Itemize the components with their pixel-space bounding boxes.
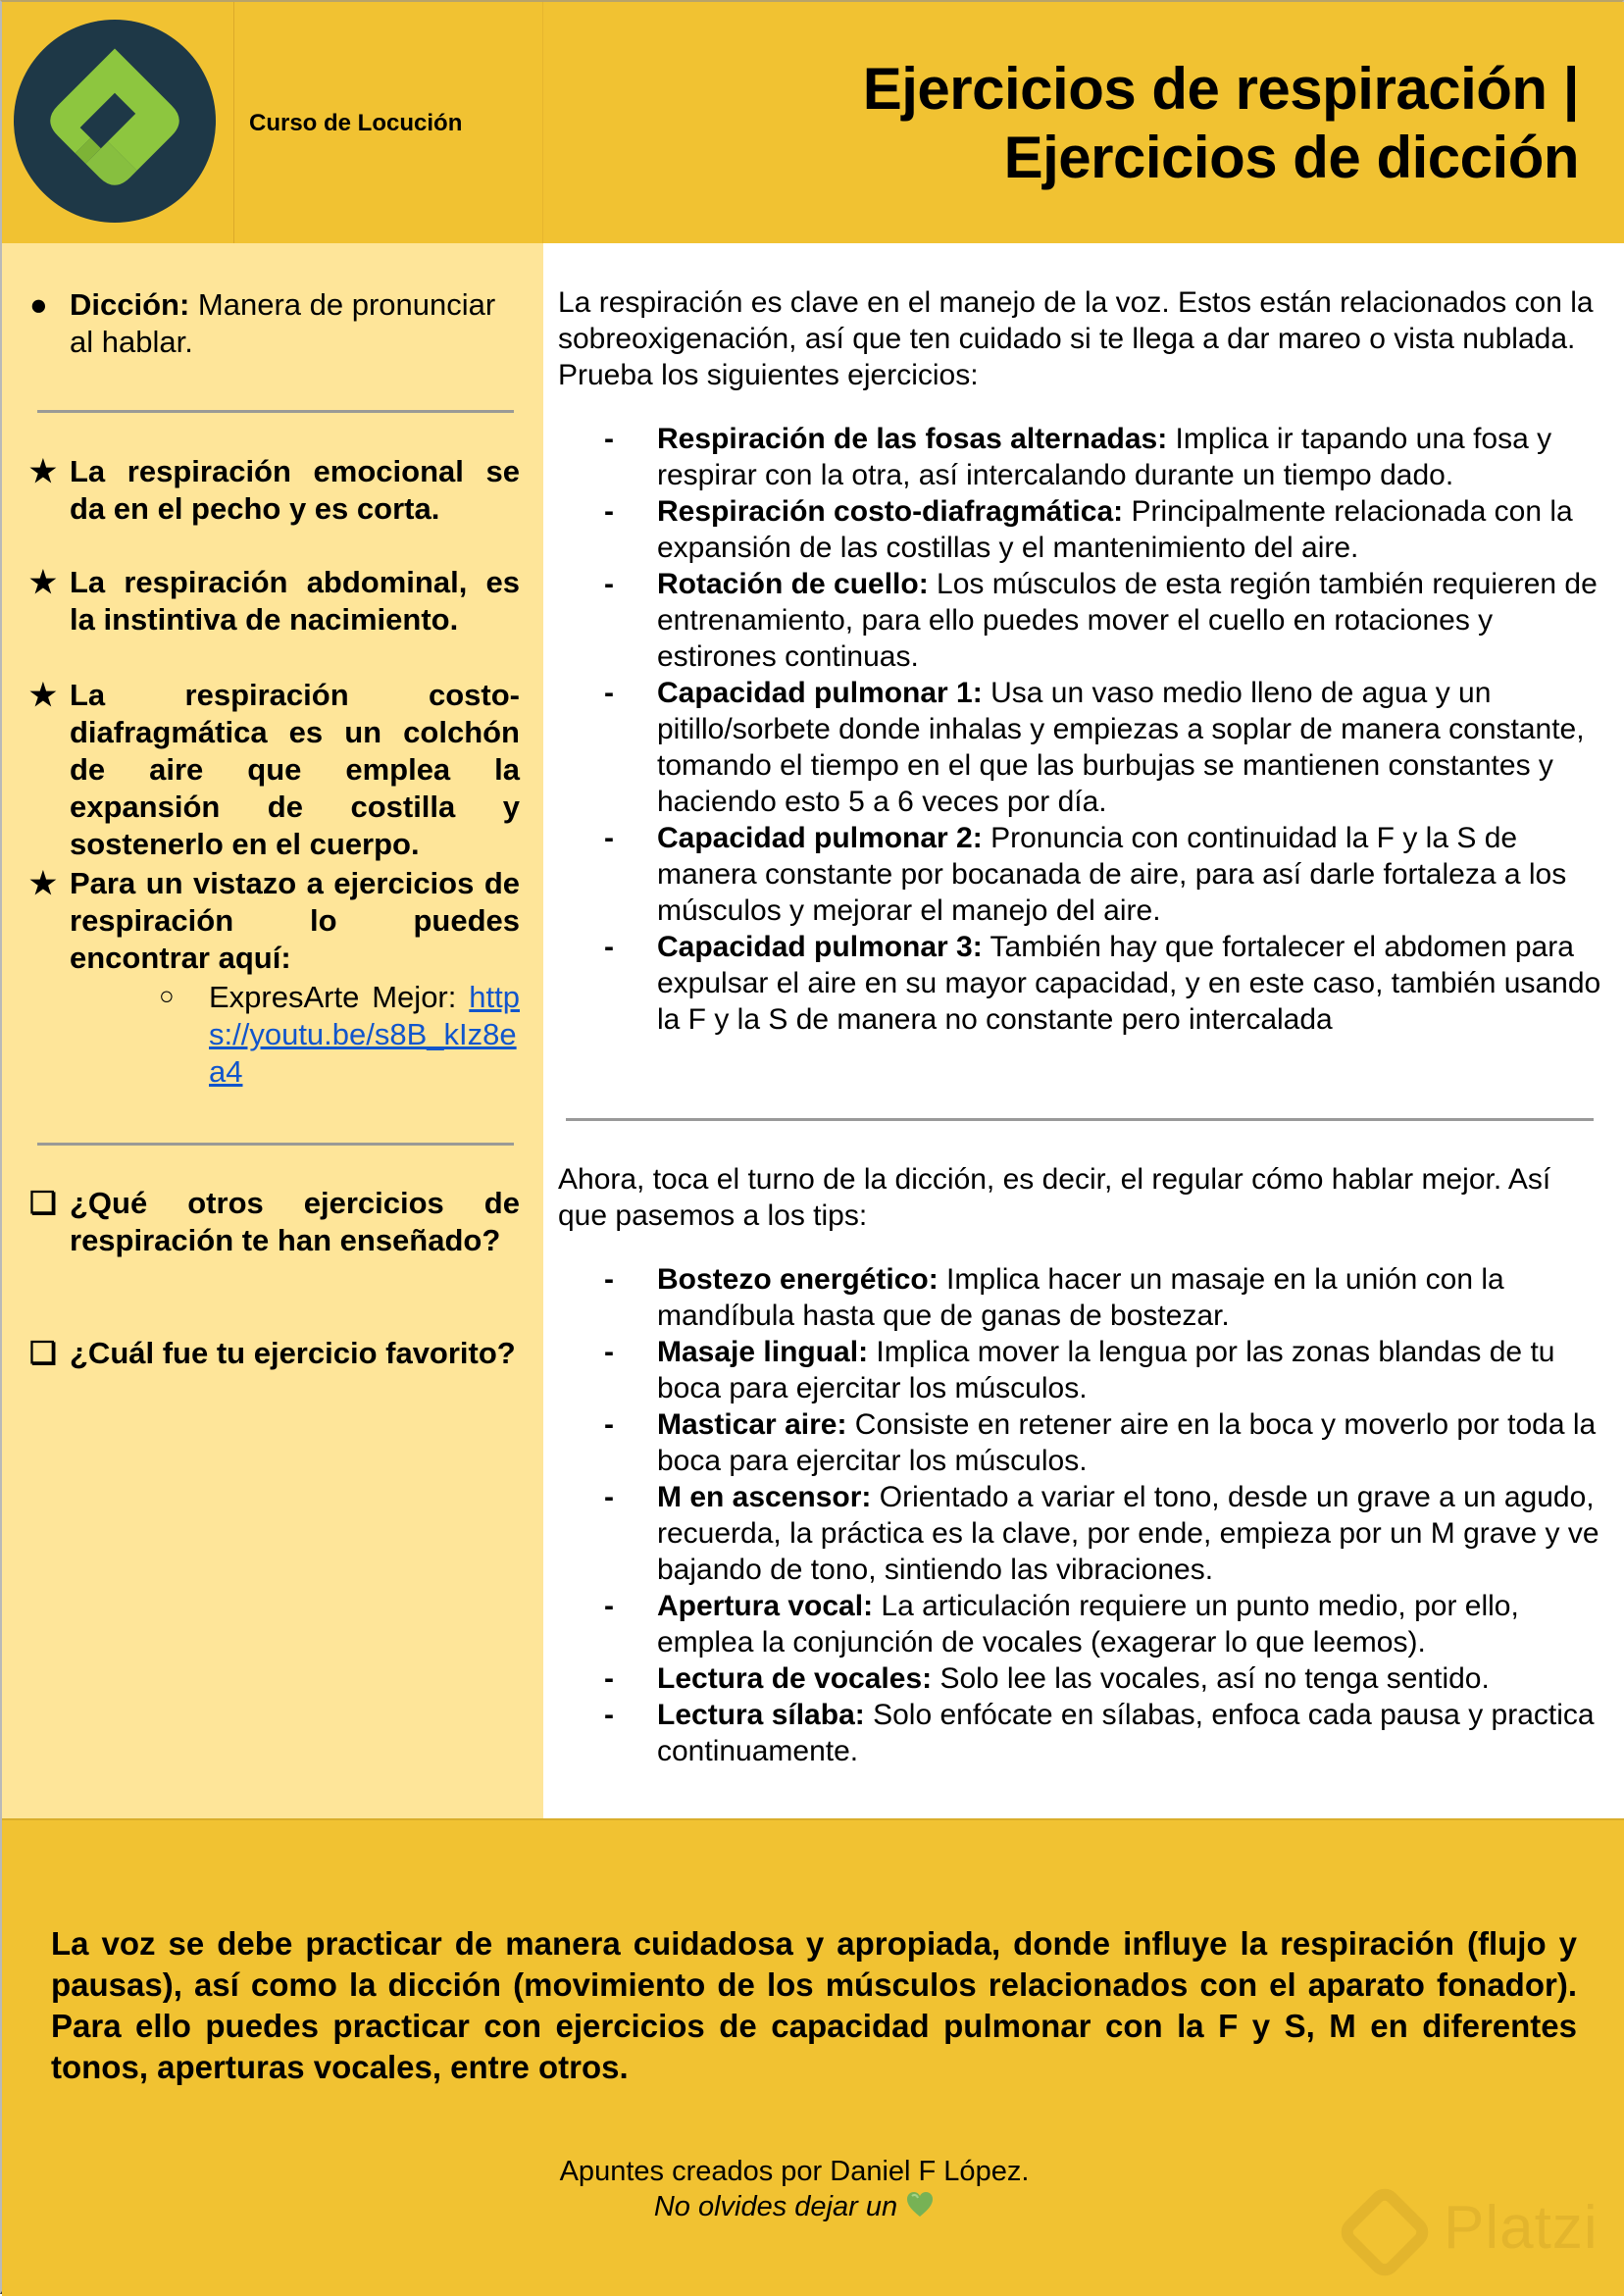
watermark-text: Platzi (1444, 2194, 1599, 2262)
star-item-text: La respiración costo-diafragmática es un colchón de aire que emplea la expansión de costilla y sostenerlo en el cuerpo. (70, 678, 520, 861)
list-item: - Apertura vocal: La articulación requiere un punto medio, por ello, emplea la conjunción de vocales (exagerar lo que leemos). (604, 1590, 1519, 1658)
course-name: Curso de Locución (249, 110, 463, 136)
dash-bullet-icon: - (604, 1336, 614, 1368)
list-item: - Respiración costo-diafragmática: Principalmente relacionada con la expansión de las costillas y el mantenimiento del aire. (604, 495, 1573, 564)
question-item (29, 1185, 520, 1259)
title-cell (543, 2, 1624, 243)
star-item (29, 677, 520, 863)
sidebar-divider (37, 1143, 514, 1146)
definition-text: Manera de pronunciar al hablar. (70, 287, 496, 359)
credits-author: Apuntes creados por Daniel F López. (559, 2156, 1030, 2187)
star-item (29, 564, 520, 638)
sidebar-divider (37, 410, 514, 413)
dash-bullet-icon: - (604, 1662, 614, 1695)
list-item: - Rotación de cuello: Los músculos de esta región también requieren de entrenamiento, para ello puedes mover el cuello en rotaciones y estirones continuas. (604, 568, 1598, 673)
dash-bullet-icon: - (604, 1590, 614, 1622)
dash-bullet-icon: - (604, 423, 614, 455)
dash-bullet-icon: - (604, 677, 614, 709)
breathing-exercises-list (604, 421, 1604, 1038)
list-item: - Masaje lingual: Implica mover la lengua por las zonas blandas de tu boca para ejercitar los músculos. (604, 1336, 1555, 1404)
dash-bullet-icon: - (604, 1263, 614, 1296)
question-item (29, 1335, 520, 1372)
list-item: - M en ascensor: Orientado a variar el tono, desde un grave a un agudo, recuerda, la práctica es la clave, por ende, empieza por un M grave y ve bajando de tono, sintiendo las vibraciones. (604, 1481, 1599, 1586)
star-item (29, 865, 520, 977)
platzi-watermark-logo-icon (1336, 2183, 1434, 2281)
main-divider (566, 1118, 1594, 1121)
dash-bullet-icon: - (604, 1408, 614, 1441)
star-item-text: La respiración abdominal, es la instintiva de nacimiento. (70, 565, 520, 637)
star-icon: ★ (29, 565, 57, 599)
question-text: ¿Cuál fue tu ejercicio favorito? (70, 1336, 516, 1370)
platzi-watermark (1336, 2183, 1599, 2286)
list-item: - Masticar aire: Consiste en retener aire en la boca y moverlo por toda la boca para ejercitar los músculos. (604, 1408, 1597, 1477)
diction-intro: Ahora, toca el turno de la dicción, es decir, el regular cómo hablar mejor. Así que pasemos a los tips: (558, 1163, 1551, 1232)
dash-bullet-icon: - (604, 822, 614, 854)
dash-bullet-icon: - (604, 495, 614, 528)
star-icon: ★ (29, 678, 57, 712)
definition-term: Dicción: (70, 287, 190, 322)
page-title (863, 55, 1579, 192)
dash-bullet-icon: - (604, 931, 614, 963)
dash-bullet-icon: - (604, 1481, 614, 1513)
header (2, 2, 1624, 243)
breathing-intro: La respiración es clave en el manejo de la voz. Estos están relacionados con la sobreoxigenación, así que ten cuidado si te llega a dar mareo o vista nublada. Prueba los siguientes ejercicios: (558, 286, 1594, 391)
diction-tips-list (604, 1261, 1604, 1769)
star-item-text: La respiración emocional se da en el pecho y es corta. (70, 454, 520, 526)
course-cell (234, 2, 543, 243)
title-line-1: Ejercicios de respiración | (862, 56, 1579, 122)
checkbox-icon: ❏ (29, 1336, 57, 1370)
star-item-text: Para un vistazo a ejercicios de respiración lo puedes encontrar aquí: (70, 866, 520, 975)
circle-bullet-icon: ○ (159, 981, 175, 1010)
star-item (29, 453, 520, 528)
star-icon: ★ (29, 454, 57, 488)
list-item: - Lectura sílaba: Solo enfócate en sílabas, enfoca cada pausa y practica continuamente. (604, 1699, 1595, 1767)
youtube-link[interactable]: https://youtu.be/s8B_kIz8ea4 (209, 980, 520, 1089)
platzi-logo-icon (14, 20, 216, 223)
definition-item (29, 286, 520, 361)
resource-label: ExpresArte Mejor: (209, 980, 470, 1014)
list-item: - Capacidad pulmonar 3: También hay que fortalecer el abdomen para expulsar el aire en su mayor capacidad, y en este caso, también usando la F y la S de manera no constante pero intercalada (604, 931, 1601, 1036)
checkbox-icon: ❏ (29, 1186, 57, 1220)
credits-note: No olvides dejar un (653, 2191, 906, 2222)
footer (2, 1818, 1624, 2296)
green-heart-icon (905, 2190, 935, 2219)
list-item: - Capacidad pulmonar 1: Usa un vaso medio lleno de agua y un pitillo/sorbete donde inhalas y empiezas a soplar de manera constante, tomando el tiempo en el que las burbujas se mantienen constantes y haciendo esto 5 a 6 veces por día. (604, 677, 1585, 818)
title-line-2: Ejercicios de dicción (1003, 125, 1579, 190)
resource-item (159, 979, 520, 1091)
dash-bullet-icon: - (604, 1699, 614, 1731)
question-text: ¿Qué otros ejercicios de respiración te han enseñado? (70, 1186, 520, 1257)
list-item: - Capacidad pulmonar 2: Pronuncia con continuidad la F y la S de manera constante por bocanada de aire, para así darle fortaleza a los músculos y mejorar el manejo del aire. (604, 822, 1567, 927)
list-item: - Lectura de vocales: Solo lee las vocales, así no tenga sentido. (604, 1662, 1490, 1695)
bullet-icon: ● (29, 287, 48, 322)
dash-bullet-icon: - (604, 568, 614, 600)
logo-cell (2, 2, 234, 243)
summary-text: La voz se debe practicar de manera cuidadosa y apropiada, donde influye la respiración (flujo y pausas), así como la dicción (movimiento de los músculos relacionados con el aparato fonador). Para ello puedes practicar con ejercicios de capacidad pulmonar con la F y S, M en diferentes tonos, aperturas vocales, entre otros. (51, 1925, 1577, 2085)
list-item: - Respiración de las fosas alternadas: Implica ir tapando una fosa y respirar con la otra, así intercalando durante un tiempo dado. (604, 423, 1552, 491)
list-item: - Bostezo energético: Implica hacer un masaje en la unión con la mandíbula hasta que de ganas de bostezar. (604, 1263, 1504, 1332)
star-icon: ★ (29, 866, 57, 900)
